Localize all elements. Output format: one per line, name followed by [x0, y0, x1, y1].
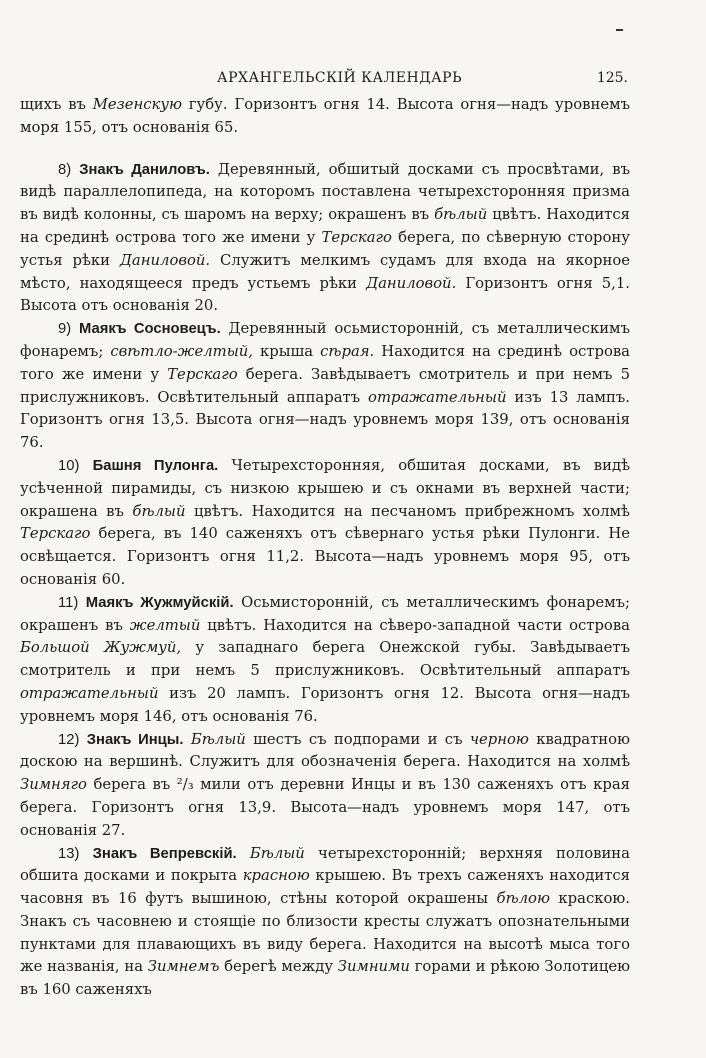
entry-number: 9) [58, 321, 72, 338]
running-head [20, 68, 630, 94]
entry-10: 10) Башня Пулонга. Четырехсторонняя, обшитая досками, въ видѣ усѣченной пирамиды, съ низкою крышею и съ окнами въ верхней части; окрашена въ бѣлый цвѣтъ. Находится на песчаномъ прибрежномъ холмѣ Терскаго берега, въ 140 саженяхъ отъ сѣвернаго устья рѣки Пулонги. Не освѣщается. Горизонтъ огня 11,2. Высота—надъ уровнемъ моря 95, отъ основанія 60. [20, 456, 630, 588]
page [20, 68, 630, 1002]
continuation-paragraph: щихъ въ Мезенскую губу. Горизонтъ огня 14. Высота огня—надъ уровнемъ моря 155, отъ основанія 65. [20, 96, 631, 136]
stray-mark [616, 29, 623, 31]
entry-number: 10) [58, 457, 80, 474]
body-text [20, 94, 630, 1002]
entry-number: 12) [58, 731, 80, 748]
entry-number: 11) [58, 594, 79, 611]
entry-name: Знакъ Инцы. [86, 731, 184, 748]
entry-name: Маякъ Сосновецъ. [79, 321, 221, 338]
entry-11: 11) Маякъ Жужмуйскій. Осьмисторонній, съ металлическимъ фонаремъ; окрашенъ въ желтый цвѣтъ. Находится на сѣверо-западной части острова Большой Жужмуй, у западнаго берега Онежской губы. Завѣдываетъ смотритель и при немъ 5 прислужниковъ. Освѣтительный аппаратъ отражательный изъ 20 лампъ. Горизонтъ огня 12. Высота огня—надъ уровнемъ моря 146, отъ основанія 76. [20, 593, 630, 725]
entry-name: Маякъ Жужмуйскій. [85, 594, 234, 611]
page-number: 125. [596, 70, 628, 86]
entry-number: 8) [58, 161, 72, 178]
entry-13: 13) Знакъ Вепревскій. Бѣлый четырехсторонній; верхняя половина обшита досками и покрыта красною крышею. Въ трехъ саженяхъ находится часовня въ 16 футъ вышиною, стѣны которой окрашены бѣлою краскою. Знакъ съ часовнею и стоящіе по близости кресты служатъ опознательными пунктами для плавающихъ въ виду берега. Находится на высотѣ мыса того же названія, на Зимнемъ берегѣ между Зимними горами и рѣкою Золотицею въ 160 саженяхъ [20, 844, 630, 999]
entry-number: 13) [58, 845, 80, 862]
entry-9: 9) Маякъ Сосновецъ. Деревянный осьмисторонній, съ металлическимъ фонаремъ; свѣтло-желтый, крыша сѣрая. Находится на срединѣ острова того же имени у Терскаго берега. Завѣдываетъ смотритель и при немъ 5 прислужниковъ. Освѣтительный аппаратъ отражательный изъ 13 лампъ. Горизонтъ огня 13,5. Высота огня—надъ уровнемъ моря 139, отъ основанія 76. [20, 320, 631, 452]
page-title: АРХАНГЕЛЬСКІЙ КАЛЕНДАРЬ [217, 70, 463, 86]
entry-8: 8) Знакъ Даниловъ. Деревянный, обшитый досками съ просвѣтами, въ видѣ параллелопипеда, на которомъ поставлена четырехсторонняя призма въ видѣ колонны, съ шаромъ на верху; окрашенъ въ бѣлый цвѣтъ. Находится на срединѣ острова того же имени у Терскаго берега, по сѣверную сторону устья рѣки Даниловой. Служитъ мелкимъ судамъ для входа на якорное мѣсто, находящееся предъ устьемъ рѣки Даниловой. Горизонтъ огня 5,1. Высота отъ основанія 20. [20, 160, 631, 315]
entry-name: Знакъ Вепревскій. [92, 845, 237, 862]
entry-name: Знакъ Даниловъ. [79, 161, 210, 178]
entry-name: Башня Пулонга. [92, 457, 219, 474]
entry-12: 12) Знакъ Инцы. Бѣлый шестъ съ подпорами и съ черною квадратною доскою на вершинѣ. Служитъ для обозначенія берега. Находится на холмѣ Зимняго берега въ ²/₃ мили отъ деревни Инцы и въ 130 саженяхъ отъ края берега. Горизонтъ огня 13,9. Высота—надъ уровнемъ моря 147, отъ основанія 27. [20, 730, 630, 839]
